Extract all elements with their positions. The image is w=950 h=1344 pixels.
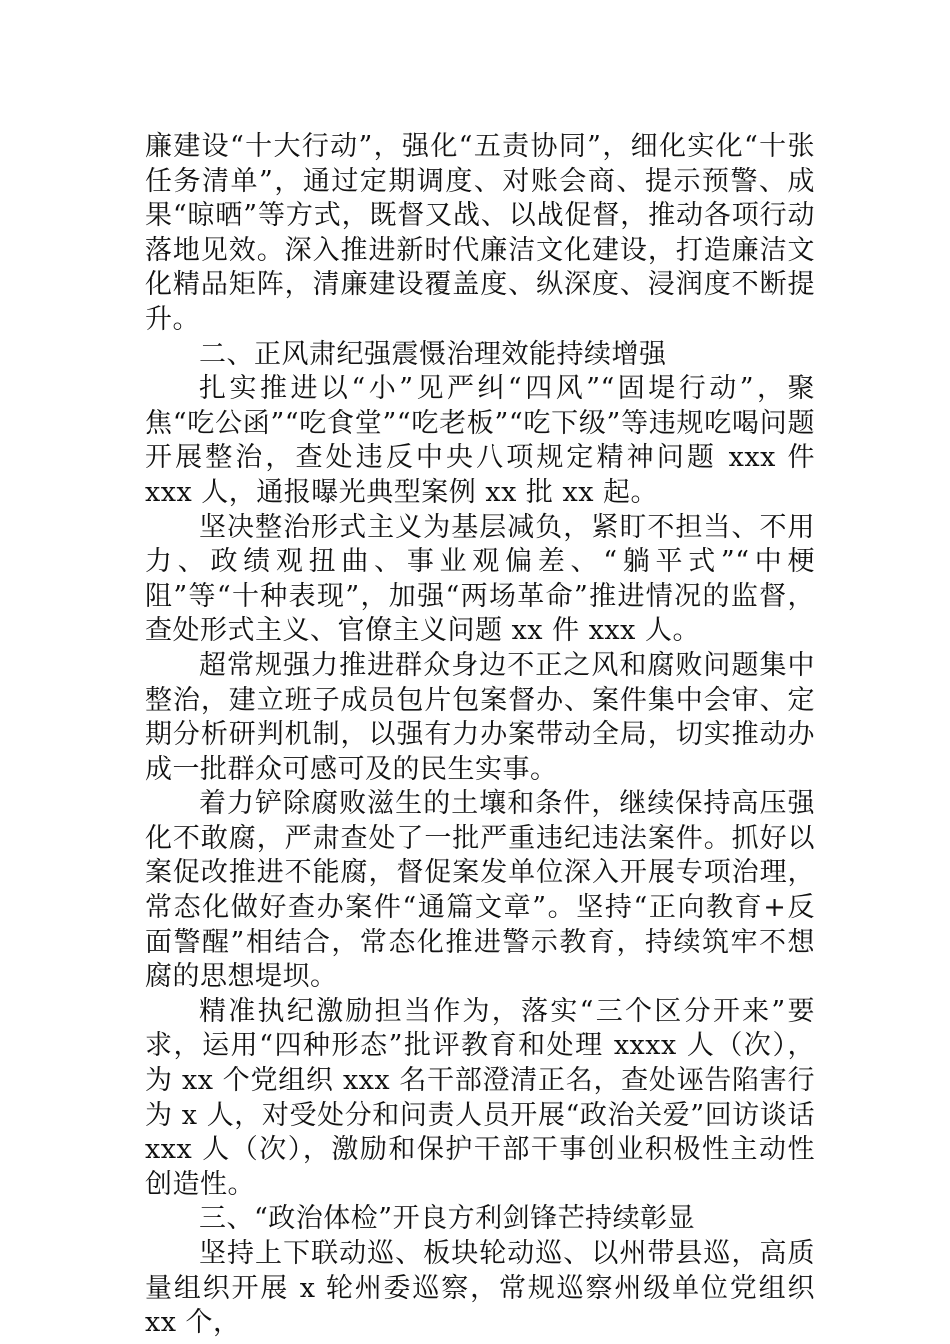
paragraph: 坚决整治形式主义为基层减负，紧盯不担当、不用力、政绩观扭曲、事业观偏差、“躺平式”“中梗阻”等“十种表现”，加强“两场革命”推进情况的监督，查处形式主义、官僚主义问题 xx 件 xxx 人。 [145,511,815,647]
paragraph: 扎实推进以“小”见严纠“四风”“固堤行动”，聚焦“吃公函”“吃食堂”“吃老板”“吃下级”等违规吃喝问题开展整治，查处违反中央八项规定精神问题 xxx 件 xxx 人，通报曝光典型案例 xx 批 xx 起。 [145,373,815,508]
paragraph: 超常规强力推进群众身边不正之风和腐败问题集中整治，建立班子成员包片包案督办、案件集中会审、定期分析研判机制，以强有力办案带动全局，切实推动办成一批群众可感可及的民生实事。 [145,649,815,785]
paragraph: 坚持上下联动巡、板块轮动巡、以州带县巡，高质量组织开展 x 轮州委巡察，常规巡察州级单位党组织 xx 个， [145,1238,815,1339]
section-heading-three: 三、“政治体检”开良方利剑锋芒持续彰显 [199,1203,696,1235]
paragraph: 精准执纪激励担当作为，落实“三个区分开来”要求，运用“四种形态”批评教育和处理 xxxx 人（次），为 xx 个党组织 xxx 名干部澄清正名，查处诬告陷害行为 x 人，对受处分和问责人员开展“政治关爱”回访谈话 xxx 人（次），激励和保护干部干事创业积极性主动性创造性。 [145,995,815,1200]
document-body [145,130,815,1341]
section-heading-two: 二、正风肃纪强震慑治理效能持续增强 [199,338,667,370]
paragraph-continued: 廉建设“十大行动”，强化“五责协同”，细化实化“十张任务清单”，通过定期调度、对账会商、提示预警、成果“晾晒”等方式，既督又战、以战促督，推动各项行动落地见效。深入推进新时代廉洁文化建设，打造廉洁文化精品矩阵，清廉建设覆盖度、纵深度、浸润度不断提升。 [145,131,815,335]
paragraph: 着力铲除腐败滋生的土壤和条件，继续保持高压强化不敢腐，严肃查处了一批严重违纪违法案件。抓好以案促改推进不能腐，督促案发单位深入开展专项治理，常态化做好查办案件“通篇文章”。坚持“正向教育+反面警醒”相结合，常态化推进警示教育，持续筑牢不想腐的思想堤坝。 [145,788,815,993]
